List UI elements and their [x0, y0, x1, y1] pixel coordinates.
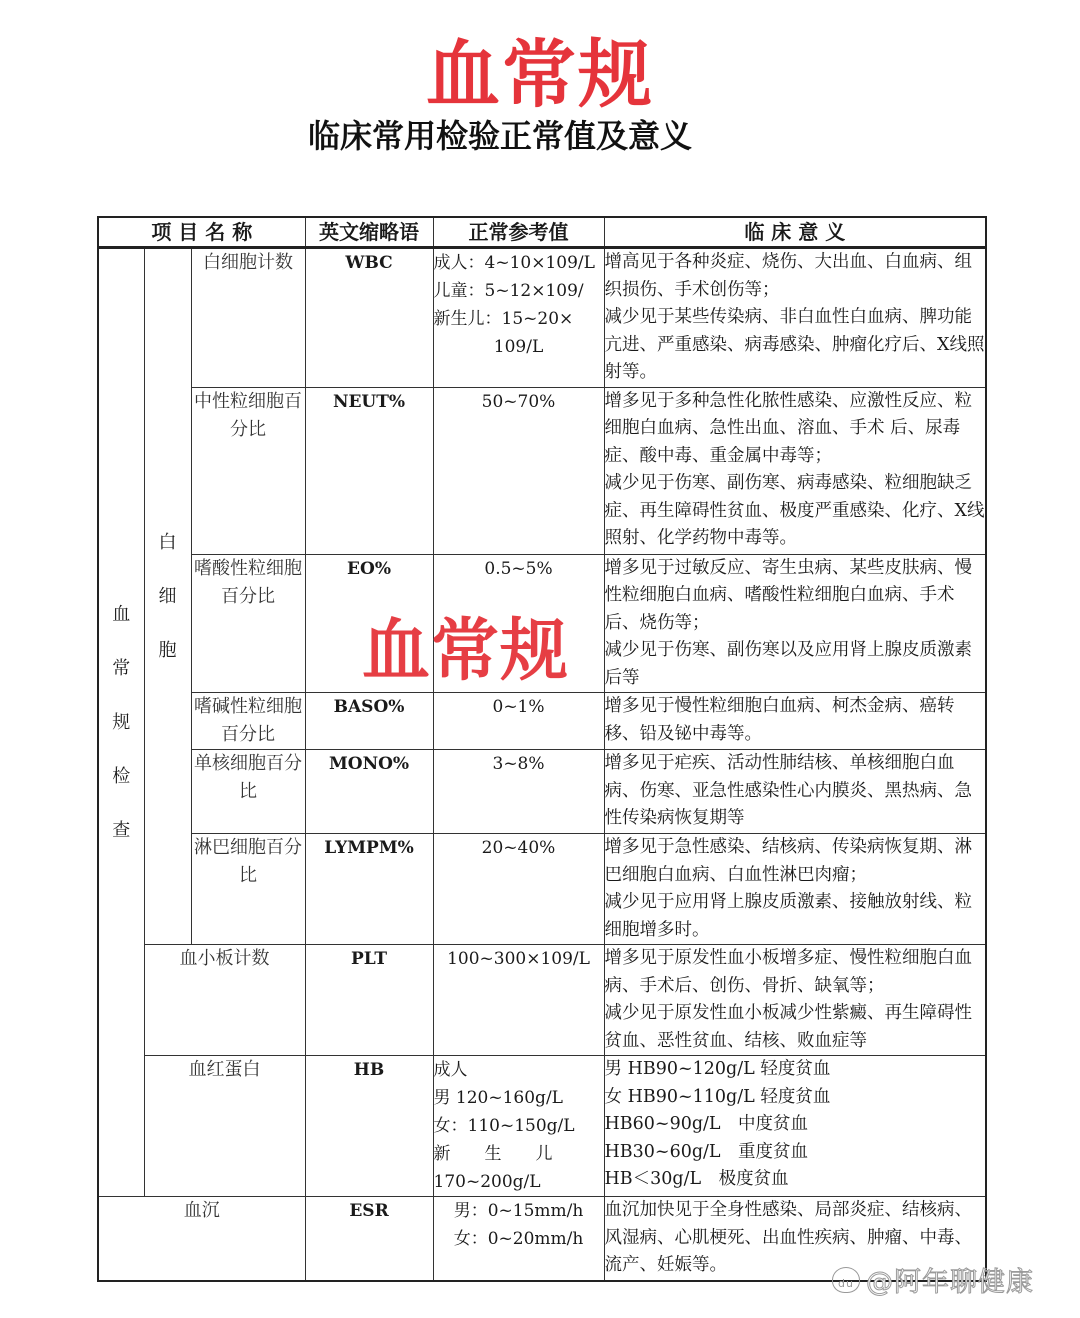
- item-abbr: NEUT%: [305, 387, 433, 554]
- group-label-blood-routine: 血 常 规 检 查: [98, 248, 144, 1197]
- table-header-row: [98, 217, 986, 248]
- page-subtitle: 临床常用检验正常值及意义: [307, 117, 692, 155]
- item-abbr: PLT: [305, 945, 433, 1056]
- item-abbr: WBC: [305, 248, 433, 388]
- item-ref: 3~8%: [433, 750, 604, 834]
- table-row: [98, 1056, 986, 1197]
- item-abbr: BASO%: [305, 693, 433, 750]
- item-abbr: ESR: [305, 1197, 433, 1281]
- col-header-ref: 正常参考值: [433, 217, 604, 248]
- item-name: 嗜碱性粒细胞百分比: [191, 693, 305, 750]
- item-name: 嗜酸性粒细胞 百分比: [191, 554, 305, 693]
- author-credit-text: @阿年聊健康: [866, 1267, 1034, 1298]
- item-ref: 0~1%: [433, 693, 604, 750]
- item-ref: 0.5~5%: [433, 554, 604, 693]
- table-row: [98, 387, 986, 554]
- watermark-stamp: 血常规: [362, 612, 570, 691]
- item-meaning: 增多见于慢性粒细胞白血病、柯杰金病、癌转移、铅及铋中毒等。: [604, 693, 986, 750]
- col-header-name: 项 目 名 称: [98, 217, 305, 248]
- item-meaning: 增多见于疟疾、活动性肺结核、单核细胞白血病、伤寒、亚急性感染性心内膜炎、黑热病、急性传染病恢复期等: [604, 750, 986, 834]
- baidu-paw-icon: du: [832, 1267, 860, 1293]
- col-header-meaning: 临 床 意 义: [604, 217, 986, 248]
- table-row: [98, 750, 986, 834]
- item-meaning: 血沉加快见于全身性感染、局部炎症、结核病、风湿病、心肌梗死、出血性疾病、肿瘤、中毒、流产、妊娠等。: [604, 1197, 986, 1281]
- item-abbr: EO%: [305, 554, 433, 693]
- item-name: 血小板计数: [144, 945, 305, 1056]
- item-ref: 成人：4~10×109/L 儿童：5~12×109/ 新生儿：15~20× 109/L: [433, 248, 604, 388]
- item-meaning: 增多见于原发性血小板增多症、慢性粒细胞白血病、手术后、创伤、骨折、缺氧等； 减少见于原发性血小板减少性紫癜、再生障碍性贫血、恶性贫血、结核、败血症等: [604, 945, 986, 1056]
- item-ref: 100~300×109/L: [433, 945, 604, 1056]
- item-meaning: 增多见于过敏反应、寄生虫病、某些皮肤病、慢性粒细胞白血病、嗜酸性粒细胞白血病、手术后、烧伤等； 减少见于伤寒、副伤寒以及应用肾上腺皮质激素后等: [604, 554, 986, 693]
- item-name: 白细胞计数: [191, 248, 305, 388]
- item-ref: 20~40%: [433, 834, 604, 945]
- item-name: 血沉: [98, 1197, 305, 1281]
- item-ref: 成人 男 120~160g/L 女：110~150g/L 新 生 儿 170~200g/L: [433, 1056, 604, 1197]
- lab-values-table: [97, 216, 987, 1282]
- item-abbr: HB: [305, 1056, 433, 1197]
- item-name: 单核细胞百分比: [191, 750, 305, 834]
- item-meaning: 增多见于急性感染、结核病、传染病恢复期、淋巴细胞白血病、白血性淋巴肉瘤； 减少见于应用肾上腺皮质激素、接触放射线、粒细胞增多时。: [604, 834, 986, 945]
- item-abbr: MONO%: [305, 750, 433, 834]
- table-row: [98, 693, 986, 750]
- item-name: 淋巴细胞百分比: [191, 834, 305, 945]
- item-ref: 50~70%: [433, 387, 604, 554]
- group-label-wbc: 白 细 胞: [144, 248, 191, 945]
- author-credit: [832, 1260, 1034, 1299]
- item-name: 血红蛋白: [144, 1056, 305, 1197]
- table-row: [98, 945, 986, 1056]
- item-meaning: 男 HB90~120g/L 轻度贫血 女 HB90~110g/L 轻度贫血 HB60~90g/L 中度贫血 HB30~60g/L 重度贫血 HB＜30g/L 极度贫血: [604, 1056, 986, 1197]
- item-abbr: LYMPM%: [305, 834, 433, 945]
- table-row: [98, 248, 986, 388]
- item-meaning: 增高见于各种炎症、烧伤、大出血、白血病、组织损伤、手术创伤等； 减少见于某些传染病、非白血性白血病、脾功能亢进、严重感染、病毒感染、肿瘤化疗后、X线照射等。: [604, 248, 986, 388]
- page-title: 血常规: [426, 32, 654, 118]
- item-meaning: 增多见于多种急性化脓性感染、应激性反应、粒细胞白血病、急性出血、溶血、手术 后、尿毒症、酸中毒、重金属中毒等； 减少见于伤寒、副伤寒、病毒感染、粒细胞缺乏症、再生障碍性贫血、极度严重感染、化疗、X线照射、化学药物中毒等。: [604, 387, 986, 554]
- col-header-abbr: 英文缩略语: [305, 217, 433, 248]
- table-row: [98, 834, 986, 945]
- item-ref: 男：0~15mm/h 女：0~20mm/h: [433, 1197, 604, 1281]
- item-name: 中性粒细胞百分比: [191, 387, 305, 554]
